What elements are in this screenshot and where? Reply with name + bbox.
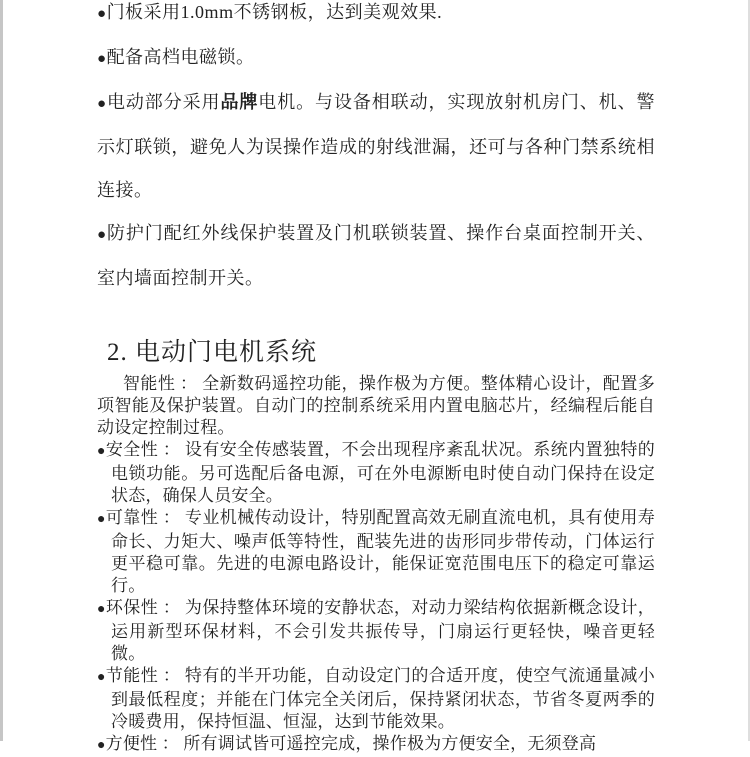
feature-list-item [97, 665, 655, 733]
bullet-icon: ● [97, 6, 107, 22]
list-item [97, 81, 655, 212]
text-segment: 方便性 ： 所有调试皆可遥控完成，操作极为方便安全，无须登高 [105, 734, 597, 753]
text-segment: 防护门配红外线保护装置及门机联锁装置、操作台桌面控制开关、室内墙面控制开关。 [97, 223, 656, 288]
text-segment: 安全性 ： 设有安全传感装置，不会出现程序紊乱状况。系统内置独特的电锁功能。另可选配后备电源，可在外电源断电时使自动门保持在设定状态，确保人员安全。 [105, 440, 656, 505]
list-item [97, 212, 655, 300]
text-segment: 电动部分采用 [106, 92, 221, 112]
list-item [97, 0, 655, 36]
bullet-icon: ● [97, 512, 106, 527]
text-segment: 门板采用1.0mm不锈钢板，达到美观效果. [106, 2, 443, 22]
text-segment: 可靠性 ： 专业机械传动设计，特别配置高效无刷直流电机，具有使用寿命长、力矩大、噪声低等特性，配装先进的齿形同步带传动，门体运行更平稳可靠。先进的电源电路设计，能保证宽范围电压下的稳定可靠运行。 [105, 508, 656, 595]
feature-list-item [97, 733, 655, 757]
bullet-icon: ● [97, 602, 106, 617]
section-heading: 2. 电动门电机系统 [107, 339, 318, 366]
intro-paragraph: 智能性 ： 全新数码遥控功能，操作极为方便。整体精心设计，配置多项智能及保护装置。自动门的控制系统采用内置电脑芯片，经编程后能自动设定控制过程。 [97, 374, 655, 437]
list-item [97, 36, 655, 81]
bullet-icon: ● [97, 227, 107, 243]
feature-list-item [97, 507, 655, 597]
text-segment: 电机。与设备相联动，实现放射机房门、机、警示灯联锁，避免人为误操作造成的射线泄漏，还可与各种门禁系统相连接。 [97, 92, 656, 200]
bullet-icon: ● [97, 96, 107, 112]
bullet-icon: ● [97, 444, 106, 459]
text-segment: 节能性 ： 特有的半开功能，自动设定门的合适开度，使空气流通量减小到最低程度；并能在门体完全关闭后，保持紧闭状态，节省冬夏两季的冷暖费用，保持恒温、恒湿，达到节能效果。 [105, 666, 656, 731]
bullet-list-top [97, 0, 655, 300]
text-segment: 环保性 ： 为保持整体环境的安静状态，对动力梁结构依据新概念设计，运用新型环保材料，不会引发共振传导，门扇运行更轻快，噪音更轻微。 [105, 598, 656, 663]
feature-list-item [97, 597, 655, 665]
bullet-icon: ● [97, 670, 106, 685]
motor-system-section [97, 373, 655, 757]
text-segment: 配备高档电磁锁。 [106, 47, 255, 67]
feature-list [97, 439, 655, 757]
bold-text-segment: 品牌 [220, 92, 259, 112]
bullet-icon: ● [97, 51, 107, 67]
feature-list-item [97, 439, 655, 507]
bullet-icon: ● [97, 738, 106, 753]
